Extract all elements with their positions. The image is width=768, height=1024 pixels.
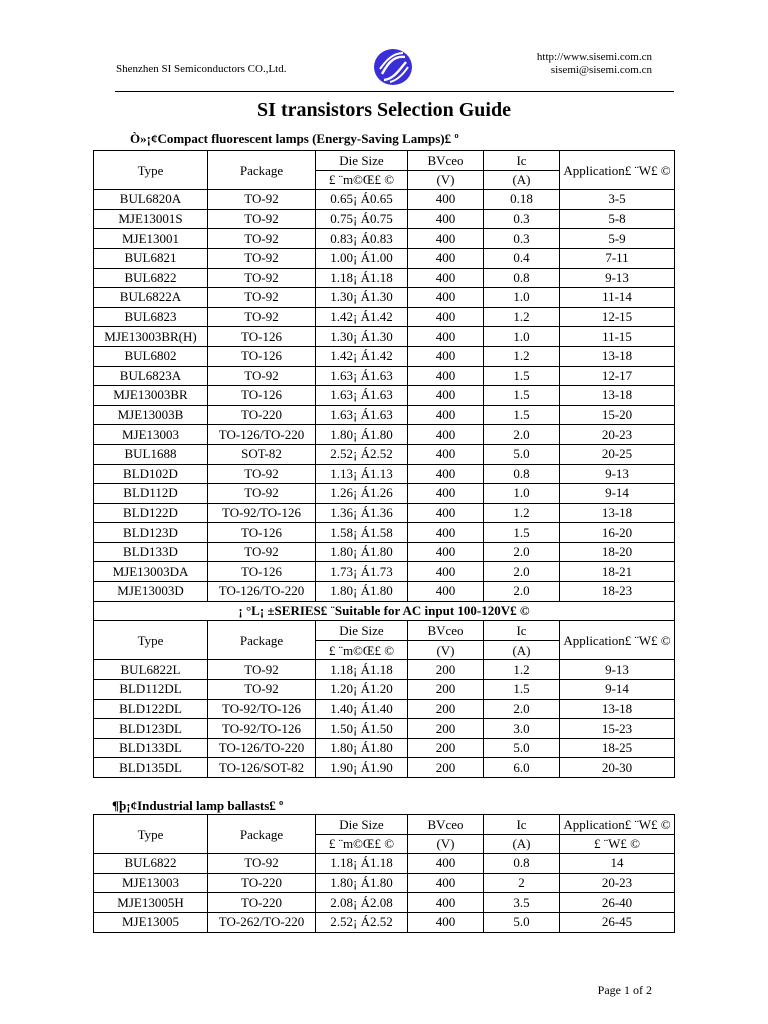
cell-package: TO-126/SOT-82 (208, 758, 316, 778)
cell-application: 20-23 (560, 873, 675, 893)
cell-type: BLD123D (94, 523, 208, 543)
cell-package: TO-92 (208, 366, 316, 386)
cell-ic: 1.2 (484, 660, 560, 680)
table-row (94, 190, 675, 210)
cell-die-size: 1.18¡ Á1.18 (316, 854, 408, 874)
cell-bvceo: 400 (408, 307, 484, 327)
cell-package: TO-220 (208, 873, 316, 893)
cell-type: BLD133D (94, 542, 208, 562)
cell-application: 5-8 (560, 209, 675, 229)
cell-package: TO-126 (208, 327, 316, 347)
cell-application: 18-25 (560, 738, 675, 758)
cell-die-size: 1.40¡ Á1.40 (316, 699, 408, 719)
cell-ic: 0.8 (484, 268, 560, 288)
cell-type: MJE13003D (94, 582, 208, 602)
cell-application: 16-20 (560, 523, 675, 543)
cell-application: 15-20 (560, 405, 675, 425)
cell-bvceo: 200 (408, 699, 484, 719)
cell-type: BLD112DL (94, 680, 208, 700)
cell-application: 9-13 (560, 464, 675, 484)
cell-package: SOT-82 (208, 444, 316, 464)
cell-type: MJE13003B (94, 405, 208, 425)
cell-bvceo: 200 (408, 758, 484, 778)
cell-bvceo: 400 (408, 542, 484, 562)
cell-ic: 6.0 (484, 758, 560, 778)
cell-type: BUL6820A (94, 190, 208, 210)
cell-ic: 0.8 (484, 464, 560, 484)
cell-type: BUL6821 (94, 248, 208, 268)
table-row (94, 854, 675, 874)
table-header (94, 621, 675, 641)
table-row (94, 873, 675, 893)
cell-bvceo: 400 (408, 854, 484, 874)
page-number: Page 1 of 2 (597, 983, 652, 997)
table-row (94, 425, 675, 445)
cell-ic: 1.5 (484, 405, 560, 425)
cell-application: 11-15 (560, 327, 675, 347)
cell-package: TO-92 (208, 307, 316, 327)
cell-type: MJE13001 (94, 229, 208, 249)
company-name: Shenzhen SI Semiconductors CO.,Ltd. (116, 63, 287, 75)
cell-ic: 1.5 (484, 386, 560, 406)
col-die-size: Die Size (316, 151, 408, 171)
table-row (94, 758, 675, 778)
col-bvceo: BVceo (408, 151, 484, 171)
table-row (94, 523, 675, 543)
cell-bvceo: 400 (408, 209, 484, 229)
cell-die-size: 1.73¡ Á1.73 (316, 562, 408, 582)
cell-ic: 1.5 (484, 523, 560, 543)
cell-die-size: 1.80¡ Á1.80 (316, 873, 408, 893)
cell-type: MJE13003 (94, 873, 208, 893)
table-row (94, 346, 675, 366)
cell-package: TO-92 (208, 229, 316, 249)
cell-application: 9-13 (560, 660, 675, 680)
section1-heading: Ò»¡¢Compact fluorescent lamps (Energy-Saving Lamps)£ º (130, 131, 459, 146)
cell-bvceo: 400 (408, 248, 484, 268)
cell-die-size: 1.63¡ Á1.63 (316, 386, 408, 406)
col-bvceo-unit: (V) (408, 640, 484, 660)
table-row (94, 542, 675, 562)
cell-type: MJE13003DA (94, 562, 208, 582)
cell-bvceo: 400 (408, 229, 484, 249)
cell-bvceo: 200 (408, 738, 484, 758)
section2-heading: ¶þ¡¢Industrial lamp ballasts£ º (112, 798, 284, 813)
cell-application: 20-25 (560, 444, 675, 464)
table-row (94, 248, 675, 268)
cell-die-size: 1.36¡ Á1.36 (316, 503, 408, 523)
table-row (94, 209, 675, 229)
cell-bvceo: 400 (408, 366, 484, 386)
cell-type: BLD133DL (94, 738, 208, 758)
cell-bvceo: 400 (408, 562, 484, 582)
cell-die-size: 1.30¡ Á1.30 (316, 288, 408, 308)
cell-ic: 2.0 (484, 562, 560, 582)
table-row (94, 582, 675, 602)
cell-type: MJE13003 (94, 425, 208, 445)
cell-package: TO-92 (208, 268, 316, 288)
col-application-unit: £ ¨W£ © (560, 834, 675, 854)
cell-bvceo: 400 (408, 288, 484, 308)
table-row (94, 912, 675, 932)
cell-ic: 2.0 (484, 425, 560, 445)
cell-bvceo: 200 (408, 719, 484, 739)
col-ic-unit: (A) (484, 640, 560, 660)
table-row (94, 405, 675, 425)
cell-package: TO-92 (208, 190, 316, 210)
website-link[interactable]: http://www.sisemi.com.cn (536, 51, 652, 63)
cell-die-size: 1.18¡ Á1.18 (316, 268, 408, 288)
cell-type: MJE13003BR (94, 386, 208, 406)
cell-die-size: 1.63¡ Á1.63 (316, 405, 408, 425)
cell-bvceo: 400 (408, 523, 484, 543)
col-application: Application£ ¨W£ © (560, 151, 675, 190)
cell-package: TO-92/TO-126 (208, 699, 316, 719)
cell-bvceo: 400 (408, 405, 484, 425)
cell-die-size: 1.80¡ Á1.80 (316, 582, 408, 602)
cell-ic: 1.5 (484, 680, 560, 700)
cell-package: TO-262/TO-220 (208, 912, 316, 932)
cell-type: MJE13005 (94, 912, 208, 932)
cell-bvceo: 400 (408, 484, 484, 504)
cell-application: 13-18 (560, 699, 675, 719)
email-link[interactable]: sisemi@sisemi.com.cn (550, 64, 652, 76)
table-row (94, 680, 675, 700)
cell-application: 20-30 (560, 758, 675, 778)
col-bvceo: BVceo (408, 815, 484, 835)
cell-ic: 1.2 (484, 346, 560, 366)
cell-die-size: 0.65¡ Á0.65 (316, 190, 408, 210)
cell-bvceo: 400 (408, 190, 484, 210)
table-row (94, 307, 675, 327)
cell-die-size: 1.50¡ Á1.50 (316, 719, 408, 739)
col-die-size-unit: £ ¨m©Œ£ © (316, 640, 408, 660)
cell-package: TO-126 (208, 562, 316, 582)
cell-bvceo: 400 (408, 503, 484, 523)
cell-die-size: 1.00¡ Á1.00 (316, 248, 408, 268)
cell-package: TO-126/TO-220 (208, 425, 316, 445)
cfl-transistor-table (93, 150, 675, 778)
cell-die-size: 2.52¡ Á2.52 (316, 912, 408, 932)
cell-type: BLD112D (94, 484, 208, 504)
cell-package: TO-92 (208, 209, 316, 229)
cell-ic: 1.0 (484, 327, 560, 347)
cell-bvceo: 400 (408, 464, 484, 484)
col-ic-unit: (A) (484, 170, 560, 190)
cell-package: TO-220 (208, 893, 316, 913)
header-rule (115, 91, 674, 92)
cell-ic: 1.2 (484, 307, 560, 327)
cell-package: TO-92 (208, 248, 316, 268)
table-row (94, 386, 675, 406)
table-row (94, 484, 675, 504)
table-row (94, 893, 675, 913)
cell-type: MJE13003BR(H) (94, 327, 208, 347)
table-row (94, 366, 675, 386)
cell-package: TO-126/TO-220 (208, 582, 316, 602)
cell-ic: 0.4 (484, 248, 560, 268)
cell-type: BLD102D (94, 464, 208, 484)
cell-package: TO-92 (208, 542, 316, 562)
cell-ic: 5.0 (484, 444, 560, 464)
cell-ic: 1.0 (484, 484, 560, 504)
cell-ic: 2.0 (484, 542, 560, 562)
cell-application: 18-21 (560, 562, 675, 582)
cell-die-size: 1.63¡ Á1.63 (316, 366, 408, 386)
cell-bvceo: 400 (408, 268, 484, 288)
cell-type: BLD122D (94, 503, 208, 523)
cell-ic: 1.5 (484, 366, 560, 386)
table-row (94, 327, 675, 347)
contact-block (537, 51, 652, 77)
cell-bvceo: 400 (408, 444, 484, 464)
cell-die-size: 1.42¡ Á1.42 (316, 307, 408, 327)
cell-package: TO-92 (208, 464, 316, 484)
page-title: SI transistors Selection Guide (257, 99, 511, 121)
table-row (94, 229, 675, 249)
cell-ic: 5.0 (484, 738, 560, 758)
cell-ic: 1.2 (484, 503, 560, 523)
col-application: Application£ ¨W£ © (560, 815, 675, 835)
cell-type: BUL6822 (94, 854, 208, 874)
cell-package: TO-92 (208, 680, 316, 700)
table-row (94, 699, 675, 719)
cell-bvceo: 400 (408, 327, 484, 347)
cell-application: 18-23 (560, 582, 675, 602)
cell-package: TO-92/TO-126 (208, 503, 316, 523)
cell-ic: 2 (484, 873, 560, 893)
cell-application: 11-14 (560, 288, 675, 308)
cell-application: 13-18 (560, 386, 675, 406)
col-bvceo-unit: (V) (408, 834, 484, 854)
cell-package: TO-126 (208, 346, 316, 366)
col-bvceo: BVceo (408, 621, 484, 641)
cell-package: TO-126/TO-220 (208, 738, 316, 758)
cell-ic: 2.0 (484, 582, 560, 602)
cell-die-size: 1.26¡ Á1.26 (316, 484, 408, 504)
cell-die-size: 2.52¡ Á2.52 (316, 444, 408, 464)
cell-die-size: 1.80¡ Á1.80 (316, 425, 408, 445)
cell-die-size: 1.30¡ Á1.30 (316, 327, 408, 347)
cell-ic: 5.0 (484, 912, 560, 932)
cell-application: 26-40 (560, 893, 675, 913)
col-package: Package (208, 151, 316, 190)
col-bvceo-unit: (V) (408, 170, 484, 190)
col-ic: Ic (484, 151, 560, 171)
cell-ic: 3.0 (484, 719, 560, 739)
table-row (94, 288, 675, 308)
si-logo (372, 47, 414, 87)
table-header (94, 815, 675, 835)
col-package: Package (208, 815, 316, 854)
col-die-size-unit: £ ¨m©Œ£ © (316, 834, 408, 854)
cell-type: BUL6823 (94, 307, 208, 327)
col-ic-unit: (A) (484, 834, 560, 854)
table-row (94, 738, 675, 758)
cell-die-size: 0.83¡ Á0.83 (316, 229, 408, 249)
cell-type: BUL6822 (94, 268, 208, 288)
col-ic: Ic (484, 621, 560, 641)
col-die-size: Die Size (316, 621, 408, 641)
cell-die-size: 1.80¡ Á1.80 (316, 542, 408, 562)
cell-type: BUL6822L (94, 660, 208, 680)
series-heading: ¡ °L¡ ±SERIES£ ¨Suitable for AC input 100-120V£ © (94, 601, 675, 621)
cell-ic: 2.0 (484, 699, 560, 719)
table-row (94, 464, 675, 484)
cell-bvceo: 400 (408, 893, 484, 913)
cell-bvceo: 400 (408, 346, 484, 366)
cell-bvceo: 400 (408, 912, 484, 932)
cell-package: TO-92 (208, 660, 316, 680)
col-ic: Ic (484, 815, 560, 835)
col-type: Type (94, 151, 208, 190)
cell-application: 26-45 (560, 912, 675, 932)
cell-application: 20-23 (560, 425, 675, 445)
cell-application: 9-13 (560, 268, 675, 288)
cell-package: TO-92 (208, 288, 316, 308)
cell-application: 5-9 (560, 229, 675, 249)
cell-bvceo: 400 (408, 386, 484, 406)
col-package: Package (208, 621, 316, 660)
cell-type: BUL6802 (94, 346, 208, 366)
table-row (94, 562, 675, 582)
cell-application: 9-14 (560, 484, 675, 504)
cell-die-size: 1.18¡ Á1.18 (316, 660, 408, 680)
cell-type: BUL6823A (94, 366, 208, 386)
cell-application: 13-18 (560, 346, 675, 366)
cell-die-size: 1.80¡ Á1.80 (316, 738, 408, 758)
cell-ic: 0.3 (484, 209, 560, 229)
cell-die-size: 0.75¡ Á0.75 (316, 209, 408, 229)
cell-die-size: 1.20¡ Á1.20 (316, 680, 408, 700)
cell-application: 18-20 (560, 542, 675, 562)
cell-bvceo: 200 (408, 660, 484, 680)
cell-bvceo: 400 (408, 873, 484, 893)
table-row (94, 719, 675, 739)
cell-package: TO-92 (208, 854, 316, 874)
cell-application: 12-15 (560, 307, 675, 327)
cell-type: MJE13005H (94, 893, 208, 913)
cell-ic: 3.5 (484, 893, 560, 913)
cell-type: BUL1688 (94, 444, 208, 464)
cell-application: 13-18 (560, 503, 675, 523)
cell-package: TO-92 (208, 484, 316, 504)
col-type: Type (94, 815, 208, 854)
col-die-size-unit: £ ¨m©Œ£ © (316, 170, 408, 190)
series-heading-row (94, 601, 675, 621)
table-row (94, 444, 675, 464)
table-header (94, 151, 675, 171)
cell-bvceo: 400 (408, 582, 484, 602)
cell-ic: 1.0 (484, 288, 560, 308)
cell-application: 14 (560, 854, 675, 874)
col-application: Application£ ¨W£ © (560, 621, 675, 660)
col-die-size: Die Size (316, 815, 408, 835)
cell-application: 15-23 (560, 719, 675, 739)
cell-die-size: 1.90¡ Á1.90 (316, 758, 408, 778)
table-row (94, 660, 675, 680)
cell-die-size: 1.13¡ Á1.13 (316, 464, 408, 484)
cell-die-size: 1.58¡ Á1.58 (316, 523, 408, 543)
col-type: Type (94, 621, 208, 660)
cell-ic: 0.18 (484, 190, 560, 210)
cell-package: TO-220 (208, 405, 316, 425)
industrial-ballast-table (93, 814, 675, 933)
cell-package: TO-92/TO-126 (208, 719, 316, 739)
cell-type: BLD123DL (94, 719, 208, 739)
cell-ic: 0.8 (484, 854, 560, 874)
table-row (94, 503, 675, 523)
cell-type: BLD135DL (94, 758, 208, 778)
cell-package: TO-126 (208, 523, 316, 543)
cell-package: TO-126 (208, 386, 316, 406)
cell-type: BLD122DL (94, 699, 208, 719)
cell-ic: 0.3 (484, 229, 560, 249)
cell-application: 12-17 (560, 366, 675, 386)
cell-die-size: 1.42¡ Á1.42 (316, 346, 408, 366)
cell-bvceo: 400 (408, 425, 484, 445)
table-row (94, 268, 675, 288)
cell-application: 9-14 (560, 680, 675, 700)
cell-application: 3-5 (560, 190, 675, 210)
cell-type: BUL6822A (94, 288, 208, 308)
cell-bvceo: 200 (408, 680, 484, 700)
cell-application: 7-11 (560, 248, 675, 268)
cell-type: MJE13001S (94, 209, 208, 229)
cell-die-size: 2.08¡ Á2.08 (316, 893, 408, 913)
